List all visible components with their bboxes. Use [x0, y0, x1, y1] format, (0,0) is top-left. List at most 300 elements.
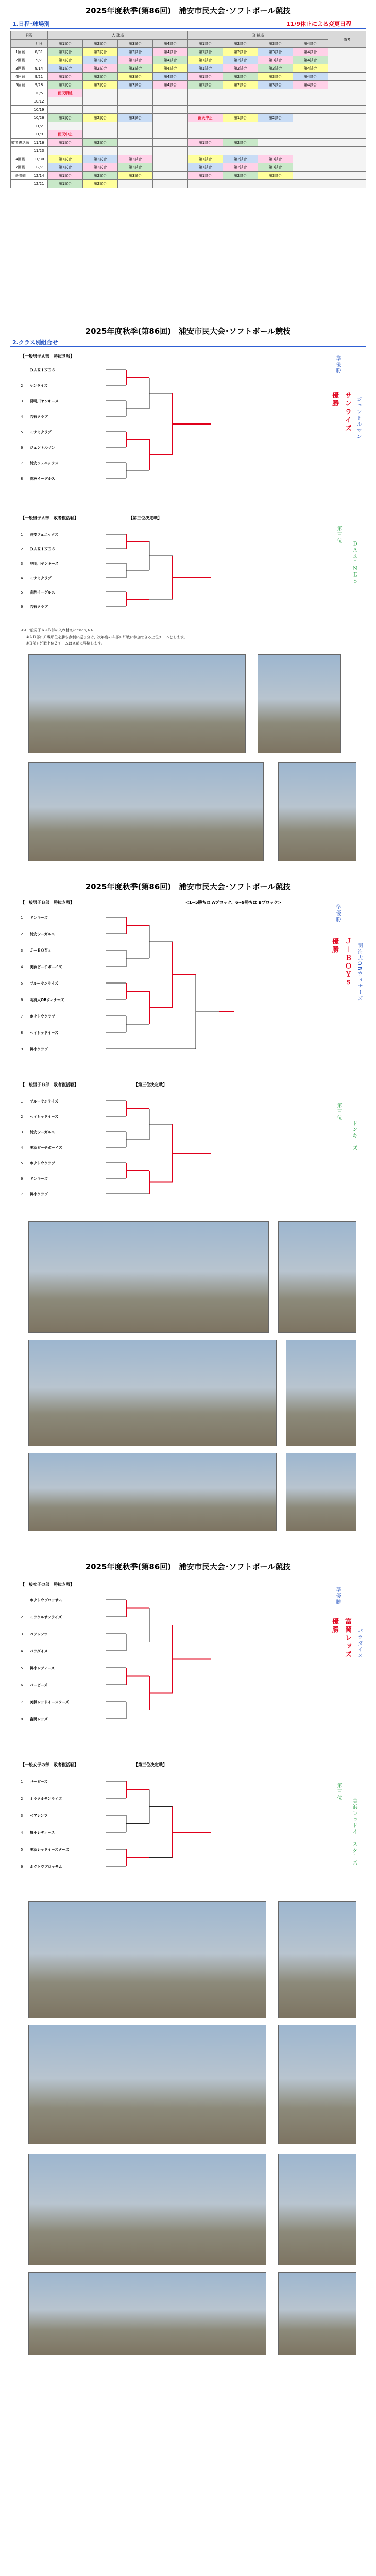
match-cell: 第1試合 — [188, 81, 223, 89]
match-cell — [153, 122, 188, 130]
date-cell: 10/26 — [30, 114, 48, 122]
match-cell: 雨天中止 — [188, 114, 223, 122]
match-cell — [188, 89, 223, 97]
header-remarks: 備考 — [328, 31, 366, 48]
match-cell — [258, 130, 293, 139]
season-title: 2025年度秋季(第86回) 浦安市民大会･ソフトボール競技 — [85, 6, 291, 15]
team-name: バービーズ — [30, 1683, 48, 1687]
match-cell — [293, 163, 328, 172]
class-a2-label: 【一般男子Ａ部 敗者復活戦】 — [21, 516, 78, 520]
match-cell: 第1試合 — [48, 155, 83, 163]
match-cell: 第3試合 — [118, 56, 153, 64]
team-photo — [28, 2154, 266, 2265]
block-note: <1~5勝ちは Aブロック、6~9勝ちは Bブロック> — [185, 900, 282, 905]
seed-number: 2 — [21, 1115, 23, 1119]
match-cell: 第1試合 — [48, 114, 83, 122]
match-cell: 第4試合 — [293, 48, 328, 56]
team-name: 舞小レディース — [30, 1831, 55, 1835]
player-photo — [278, 2154, 356, 2265]
seed-number: 1 — [21, 1780, 23, 1784]
third-place-label: 第三位 — [336, 526, 341, 544]
third-place-label: 第三位 — [336, 1783, 341, 1801]
date-cell: 9/28 — [30, 81, 48, 89]
match-cell — [48, 147, 83, 155]
remark-cell — [328, 122, 366, 130]
schedule-row — [11, 114, 366, 122]
match-cell — [258, 122, 293, 130]
remark-cell — [328, 172, 366, 180]
subheader-cell: 月日 — [30, 40, 48, 48]
match-cell: 第2試合 — [223, 172, 258, 180]
subheader-cell: 第1試合 — [188, 40, 223, 48]
remark-cell — [328, 73, 366, 81]
subheader-cell — [11, 40, 30, 48]
schedule-row — [11, 56, 366, 64]
seed-number: 1 — [21, 533, 23, 537]
match-cell — [153, 114, 188, 122]
seed-number: 6 — [21, 446, 23, 450]
champion-label: 優勝 — [331, 938, 338, 954]
match-cell: 第3試合 — [258, 56, 293, 64]
remark-cell — [328, 163, 366, 172]
seed-number: 1 — [21, 916, 23, 920]
match-cell — [223, 89, 258, 97]
date-cell: 10/5 — [30, 89, 48, 97]
date-cell: 8/31 — [30, 48, 48, 56]
team-name: 美浜レッドイースターズ — [30, 1700, 69, 1704]
subheader-cell: 第2試合 — [223, 40, 258, 48]
team-photo — [28, 2025, 266, 2144]
schedule-row — [11, 172, 366, 180]
match-cell: 第2試合 — [83, 73, 118, 81]
match-cell — [223, 122, 258, 130]
team-name: ジェントルマン — [30, 446, 55, 450]
match-cell: 第4試合 — [153, 73, 188, 81]
seed-number: 4 — [21, 576, 23, 580]
match-cell: 第3試合 — [258, 73, 293, 81]
seed-number: 6 — [21, 1865, 23, 1869]
schedule-row — [11, 122, 366, 130]
runner-label: 準優勝 — [335, 1587, 340, 1605]
team-name: ホクトウブロッサム — [30, 1865, 62, 1869]
round-cell: 2回戦 — [11, 56, 30, 64]
schedule-row — [11, 73, 366, 81]
match-cell: 第4試合 — [153, 48, 188, 56]
class-c-label: 【一般女子の部 勝抜き戦】 — [21, 1582, 74, 1587]
match-cell — [83, 130, 118, 139]
match-cell — [118, 139, 153, 147]
seed-number: 5 — [21, 981, 23, 986]
match-cell: 第2試合 — [83, 180, 118, 188]
team-photo — [28, 1901, 266, 2018]
team-name: 若荷クラブ — [30, 605, 48, 609]
remark-cell — [328, 114, 366, 122]
team-name: ドンキーズ — [30, 1177, 48, 1181]
match-cell: 第2試合 — [223, 155, 258, 163]
match-cell — [293, 114, 328, 122]
team-name: 見明川ヤンキース — [30, 399, 59, 403]
match-cell: 第1試合 — [48, 73, 83, 81]
match-cell: 雨天順延 — [48, 89, 83, 97]
match-cell: 第3試合 — [118, 48, 153, 56]
match-cell: 第3試合 — [258, 64, 293, 73]
match-cell — [153, 172, 188, 180]
seed-number: 4 — [21, 1146, 23, 1150]
team-name: ドンキーズ — [30, 916, 48, 920]
date-cell: 11/30 — [30, 155, 48, 163]
third-place-team: 美浜レッドイースターズ — [351, 1798, 357, 1866]
match-cell: 第1試合 — [48, 56, 83, 64]
match-cell — [293, 139, 328, 147]
team-name: ペアレンツ — [30, 1814, 48, 1818]
team-name: バービーズ — [30, 1780, 48, 1784]
match-cell — [188, 130, 223, 139]
schedule-row — [11, 139, 366, 147]
match-cell — [153, 130, 188, 139]
team-name: ペアレンツ — [30, 1632, 48, 1636]
class-b2-label: 【一般男子Ｂ部 敗者復活戦】 — [21, 1082, 78, 1087]
schedule-row — [11, 106, 366, 114]
seed-number: 2 — [21, 1615, 23, 1619]
team-name: ＤＡＫＩＮＥＳ — [30, 368, 55, 372]
third-place-team: ＤＡＫＩＮＥＳ — [351, 541, 357, 584]
seed-number: 2 — [21, 547, 23, 551]
team-name: ヘイシッドイーズ — [30, 1031, 59, 1035]
match-cell: 第2試合 — [83, 48, 118, 56]
match-cell — [258, 89, 293, 97]
remark-cell — [328, 64, 366, 73]
match-cell — [223, 180, 258, 188]
class-b-bracket — [15, 908, 324, 1073]
third-label: 【第三位決定戦】 — [129, 516, 162, 520]
match-cell — [48, 122, 83, 130]
match-cell: 第4試合 — [153, 56, 188, 64]
remark-cell — [328, 155, 366, 163]
schedule-row — [11, 130, 366, 139]
seed-number: 9 — [21, 1047, 23, 1052]
match-cell — [258, 139, 293, 147]
runner-team: ジェントルマン — [355, 397, 361, 440]
team-photo — [28, 1453, 277, 1531]
match-cell — [153, 97, 188, 106]
team-name: ミナミクラブ — [30, 576, 52, 580]
match-cell — [118, 97, 153, 106]
champion-label: 優勝 — [331, 1618, 338, 1634]
schedule-row — [11, 163, 366, 172]
champion-label: 優勝 — [331, 392, 338, 408]
team-photo — [28, 1340, 277, 1446]
match-cell: 第2試合 — [223, 64, 258, 73]
match-cell — [153, 155, 188, 163]
match-cell — [188, 147, 223, 155]
team-name: サンライズ — [30, 384, 48, 388]
round-cell — [11, 180, 30, 188]
remark-cell — [328, 56, 366, 64]
team-name: ＤＡＫＩＮＥＳ — [30, 547, 55, 551]
seed-number: 2 — [21, 1797, 23, 1801]
team-name: ミラクルサンライズ — [30, 1615, 62, 1619]
match-cell: 第2試合 — [223, 73, 258, 81]
match-cell: 第3試合 — [118, 155, 153, 163]
match-cell — [118, 147, 153, 155]
class-a-label: 【一般男子Ａ部 勝抜き戦】 — [21, 354, 74, 359]
match-cell: 第3試合 — [258, 172, 293, 180]
match-cell — [118, 89, 153, 97]
section3-title: 2025年度秋季(第86回) 浦安市民大会･ソフトボール競技 — [85, 882, 291, 891]
seed-number: 3 — [21, 562, 23, 566]
match-cell: 第3試合 — [118, 73, 153, 81]
match-cell: 第2試合 — [83, 64, 118, 73]
team-name: 若荷クラブ — [30, 415, 48, 419]
seed-number: 1 — [21, 1598, 23, 1602]
match-cell: 第1試合 — [48, 81, 83, 89]
team-name: 高洲イーグルス — [30, 590, 55, 595]
seed-number: 4 — [21, 965, 23, 969]
team-name: 明海大OBウィナーズ — [30, 998, 64, 1002]
match-cell — [153, 147, 188, 155]
team-photo — [28, 762, 264, 861]
date-cell: 12/21 — [30, 180, 48, 188]
seed-number: 5 — [21, 1161, 23, 1165]
date-cell: 11/9 — [30, 130, 48, 139]
schedule-row — [11, 180, 366, 188]
match-cell: 第1試合 — [188, 73, 223, 81]
subheader-cell: 第4試合 — [153, 40, 188, 48]
team-name: 富岡レッズ — [30, 1717, 48, 1721]
team-name: パラダイス — [30, 1649, 48, 1653]
match-cell: 第1試合 — [48, 64, 83, 73]
class-heading: 2.クラス別組合せ — [12, 339, 58, 346]
match-cell: 第3試合 — [118, 172, 153, 180]
match-cell: 第1試合 — [223, 114, 258, 122]
seed-number: 8 — [21, 477, 23, 481]
round-cell: 4回戦 — [11, 73, 30, 81]
remark-cell — [328, 139, 366, 147]
date-cell: 11/2 — [30, 122, 48, 130]
schedule-row — [11, 89, 366, 97]
match-cell: 第2試合 — [83, 114, 118, 122]
match-cell: 第2試合 — [223, 48, 258, 56]
team-name: 美浜レッドイースターズ — [30, 1848, 69, 1852]
subheader-cell: 第3試合 — [258, 40, 293, 48]
team-name: 美浜ビーチボーイズ — [30, 965, 62, 969]
match-cell — [293, 130, 328, 139]
round-cell: 敗者復活戦 — [11, 139, 30, 147]
team-photo — [28, 654, 246, 753]
match-cell: 第2試合 — [223, 163, 258, 172]
header-field-a: Ａ 球場 — [48, 31, 188, 40]
note-title: <<一般男子Ａ→Ｂ部の入れ替えについて>> — [21, 628, 94, 632]
team-name: 浦安シーガルス — [30, 1130, 55, 1134]
team-name: 見明川ヤンキース — [30, 562, 59, 566]
seed-number: 5 — [21, 1666, 23, 1670]
round-cell — [11, 130, 30, 139]
runner-team: 明海大OBウィナーズ — [356, 943, 362, 1002]
round-cell — [11, 114, 30, 122]
seed-number: 7 — [21, 461, 23, 465]
round-cell — [11, 106, 30, 114]
match-cell: 第3試合 — [258, 155, 293, 163]
match-cell — [223, 106, 258, 114]
match-cell: 第1試合 — [188, 139, 223, 147]
schedule-row — [11, 64, 366, 73]
seed-number: 4 — [21, 415, 23, 419]
date-cell: 11/23 — [30, 147, 48, 155]
third-label: 【第三位決定戦】 — [134, 1762, 167, 1767]
match-cell: 第1試合 — [188, 56, 223, 64]
match-cell — [223, 147, 258, 155]
round-cell — [11, 89, 30, 97]
match-cell — [153, 139, 188, 147]
match-cell — [293, 122, 328, 130]
round-cell: 決勝戦 — [11, 172, 30, 180]
seed-number: 4 — [21, 1649, 23, 1653]
match-cell — [258, 147, 293, 155]
runner-label: 準優勝 — [335, 904, 340, 923]
schedule-heading: 1.日程･球場別 — [12, 21, 50, 27]
class-c2-bracket — [15, 1770, 324, 1888]
match-cell — [153, 163, 188, 172]
seed-number: 6 — [21, 1683, 23, 1687]
team-name: 舞小クラブ — [30, 1047, 48, 1052]
match-cell: 第1試合 — [48, 48, 83, 56]
match-cell: 第3試合 — [258, 81, 293, 89]
match-cell: 第4試合 — [153, 81, 188, 89]
match-cell: 第3試合 — [258, 48, 293, 56]
seed-number: 3 — [21, 1130, 23, 1134]
player-photo — [286, 1340, 356, 1446]
schedule-table — [10, 31, 366, 188]
remark-cell — [328, 48, 366, 56]
team-name: ミナミクラブ — [30, 430, 52, 434]
seed-number: 8 — [21, 1717, 23, 1721]
match-cell: 第2試合 — [223, 56, 258, 64]
match-cell: 第4試合 — [293, 56, 328, 64]
header-field-b: Ｂ 球場 — [188, 31, 328, 40]
match-cell: 第1試合 — [48, 139, 83, 147]
seed-number: 6 — [21, 1177, 23, 1181]
match-cell — [223, 97, 258, 106]
divider — [10, 28, 366, 29]
schedule-row — [11, 147, 366, 155]
match-cell — [188, 106, 223, 114]
match-cell — [258, 106, 293, 114]
match-cell: 第4試合 — [293, 73, 328, 81]
player-photo — [278, 762, 356, 861]
seed-number: 1 — [21, 368, 23, 372]
schedule-row — [11, 155, 366, 163]
match-cell: 第2試合 — [83, 155, 118, 163]
round-cell — [11, 122, 30, 130]
remark-cell — [328, 106, 366, 114]
class-c2-label: 【一般女子の部 敗者復活戦】 — [21, 1762, 78, 1767]
team-name: ホクトウクラブ — [30, 1014, 55, 1019]
match-cell — [258, 97, 293, 106]
seed-number: 7 — [21, 1700, 23, 1704]
match-cell — [293, 106, 328, 114]
match-cell: 第1試合 — [48, 180, 83, 188]
seed-number: 6 — [21, 605, 23, 609]
match-cell: 第3試合 — [118, 64, 153, 73]
match-cell: 第4試合 — [153, 64, 188, 73]
match-cell — [293, 180, 328, 188]
header-date: 日程 — [11, 31, 48, 40]
team-name: 高洲イーグルス — [30, 477, 55, 481]
player-photo — [278, 1221, 356, 1333]
remark-cell — [328, 81, 366, 89]
match-cell — [48, 97, 83, 106]
player-photo — [286, 1453, 356, 1531]
seed-number: 2 — [21, 932, 23, 936]
third-label: 【第三位決定戦】 — [134, 1082, 167, 1087]
player-photo — [258, 654, 341, 753]
seed-number: 3 — [21, 399, 23, 403]
match-cell — [153, 106, 188, 114]
team-name: Ｊ－ＢＯＹｓ — [30, 948, 52, 953]
match-cell — [118, 106, 153, 114]
team-name: 美浜ビーチボーイズ — [30, 1146, 62, 1150]
match-cell — [83, 147, 118, 155]
remark-cell — [328, 97, 366, 106]
match-cell — [188, 122, 223, 130]
team-name: ホクトウクラブ — [30, 1161, 55, 1165]
date-cell: 9/21 — [30, 73, 48, 81]
note-line-2: ②Ｂ部ﾘｰｸﾞ戦上位２チームはＡ部に昇格します。 — [26, 641, 105, 646]
match-cell: 第1試合 — [188, 172, 223, 180]
match-cell: 第4試合 — [293, 64, 328, 73]
match-cell: 第2試合 — [83, 81, 118, 89]
third-place-label: 第三位 — [336, 1103, 341, 1121]
match-cell: 第3試合 — [118, 81, 153, 89]
seed-number: 5 — [21, 590, 23, 595]
match-cell — [188, 180, 223, 188]
match-cell — [48, 106, 83, 114]
match-cell — [293, 155, 328, 163]
round-cell — [11, 97, 30, 106]
class-a2-bracket — [15, 523, 324, 626]
team-name: ブルーサンライズ — [30, 981, 59, 986]
team-photo — [28, 1221, 269, 1333]
match-cell: 第1試合 — [188, 155, 223, 163]
date-cell: 12/14 — [30, 172, 48, 180]
match-cell — [118, 130, 153, 139]
match-cell — [83, 97, 118, 106]
seed-number: 5 — [21, 1848, 23, 1852]
team-name: ミラクルサンライズ — [30, 1797, 62, 1801]
remark-cell — [328, 130, 366, 139]
match-cell — [83, 106, 118, 114]
seed-number: 1 — [21, 1099, 23, 1104]
section2-title: 2025年度秋季(第86回) 浦安市民大会･ソフトボール競技 — [85, 327, 291, 336]
match-cell — [188, 97, 223, 106]
team-name: 浦安フェニックス — [30, 533, 59, 537]
match-cell: 第1試合 — [48, 163, 83, 172]
seed-number: 7 — [21, 1192, 23, 1196]
match-cell — [153, 180, 188, 188]
round-cell: 5回戦 — [11, 81, 30, 89]
subheader-cell: 第2試合 — [83, 40, 118, 48]
champion-team: サンライズ — [344, 392, 351, 433]
match-cell — [293, 89, 328, 97]
champion-team: Ｊ－ＢＯＹｓ — [344, 938, 351, 988]
match-cell: 第2試合 — [83, 139, 118, 147]
seed-number: 3 — [21, 948, 23, 953]
match-cell: 第1試合 — [48, 172, 83, 180]
champion-team: 富岡レッズ — [344, 1618, 351, 1659]
match-cell: 第2試合 — [83, 163, 118, 172]
team-name: 舞小クラブ — [30, 1192, 48, 1196]
team-name: ブルーサンライズ — [30, 1099, 59, 1104]
